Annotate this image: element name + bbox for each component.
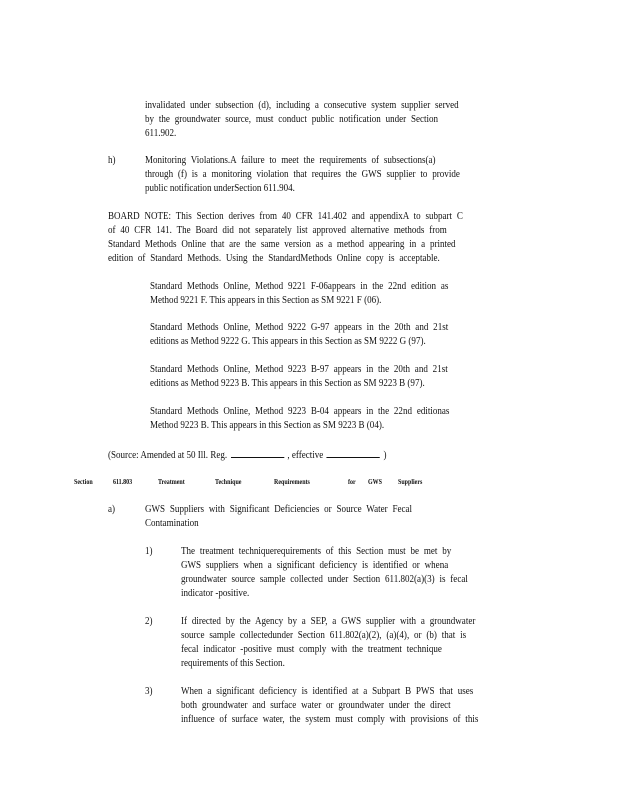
text-line: Standard Methods Online, Method 9221 F-06appears in the 22nd edition as	[150, 281, 449, 292]
text-line: public notification underSection 611.904.	[145, 183, 295, 194]
subitem-label: 2)	[145, 616, 153, 627]
text-line: Method 9223 B. This appears in this Section as SM 9223 B (04).	[150, 420, 385, 431]
text-line: of 40 CFR 141. The Board did not separately list approved alternative methods from	[108, 225, 447, 236]
text-line: GWS Suppliers with Significant Deficiencies or Source Water Fecal	[145, 504, 413, 515]
item-label: h)	[108, 155, 116, 166]
item-label: a)	[108, 504, 116, 515]
text-line: Standard Methods Online, Method 9223 B-97 appears in the 20th and 21st	[150, 364, 448, 375]
source-middle: , effective	[287, 450, 324, 461]
text-line: by the groundwater source, must conduct public notification under Section	[145, 114, 439, 125]
text-line: both groundwater and surface water or groundwater under the direct	[181, 700, 451, 711]
text-line: Standard Methods Online, Method 9223 B-04 appears in the 22nd editionas	[150, 406, 450, 417]
text-line: When a significant deficiency is identified at a Subpart B PWS that uses	[181, 686, 474, 697]
text-line: Standard Methods Online, Method 9222 G-97 appears in the 20th and 21st	[150, 322, 449, 333]
text-line: groundwater source sample collected under Section 611.802(a)(3) is fecal	[181, 574, 468, 585]
source-prefix: (Source: Amended at 50 Ill. Reg.	[108, 450, 228, 461]
section-label: Section	[74, 477, 93, 486]
text-line: through (f) is a monitoring violation that requires the GWS supplier to provide	[145, 169, 460, 180]
section-title-word: Suppliers	[398, 477, 423, 486]
section-title-word: Technique	[215, 477, 242, 486]
text-line: invalidated under subsection (d), including a consecutive system supplier served	[145, 100, 459, 111]
text-line: source sample collectedunder Section 611.802(a)(2), (a)(4), or (b) that is	[181, 630, 467, 641]
text-line: requirements of this Section.	[181, 658, 285, 669]
text-line: Monitoring Violations.A failure to meet the requirements of subsections(a)	[145, 155, 436, 166]
text-line: If directed by the Agency by a SEP, a GWS supplier with a groundwater	[181, 616, 476, 627]
text-line: editions as Method 9223 B. This appears in this Section as SM 9223 B (97).	[150, 378, 425, 389]
text-line: indicator -positive.	[181, 588, 250, 599]
section-title-word: GWS	[368, 477, 383, 486]
text-line: fecal indicator -positive must comply with the treatment technique	[181, 644, 442, 655]
source-note	[108, 447, 386, 463]
text-line: edition of Standard Methods. Using the StandardMethods Online copy is acceptable.	[108, 253, 440, 264]
section-title-word: for	[348, 477, 356, 486]
subitem-label: 3)	[145, 686, 153, 697]
source-suffix: )	[383, 450, 387, 461]
section-number: 611.803	[113, 477, 133, 486]
text-line: BOARD NOTE: This Section derives from 40 CFR 141.402 and appendixA to subpart C	[108, 211, 463, 222]
text-line: editions as Method 9222 G. This appears in this Section as SM 9222 G (97).	[150, 336, 426, 347]
blank-line	[327, 447, 380, 458]
text-line: The treatment techniquerequirements of this Section must be met by	[181, 546, 452, 557]
subitem-label: 1)	[145, 546, 153, 557]
section-title-word: Treatment	[158, 477, 185, 486]
blank-line	[231, 447, 284, 458]
section-title-word: Requirements	[274, 477, 310, 486]
text-line: influence of surface water, the system must comply with provisions of this	[181, 714, 479, 725]
text-line: Standard Methods Online that are the same version as a method appearing in a printed	[108, 239, 456, 250]
text-line: Contamination	[145, 518, 199, 529]
text-line: GWS suppliers when a significant deficiency is identified or whena	[181, 560, 449, 571]
text-line: 611.902.	[145, 128, 177, 139]
text-line: Method 9221 F. This appears in this Section as SM 9221 F (06).	[150, 295, 382, 306]
